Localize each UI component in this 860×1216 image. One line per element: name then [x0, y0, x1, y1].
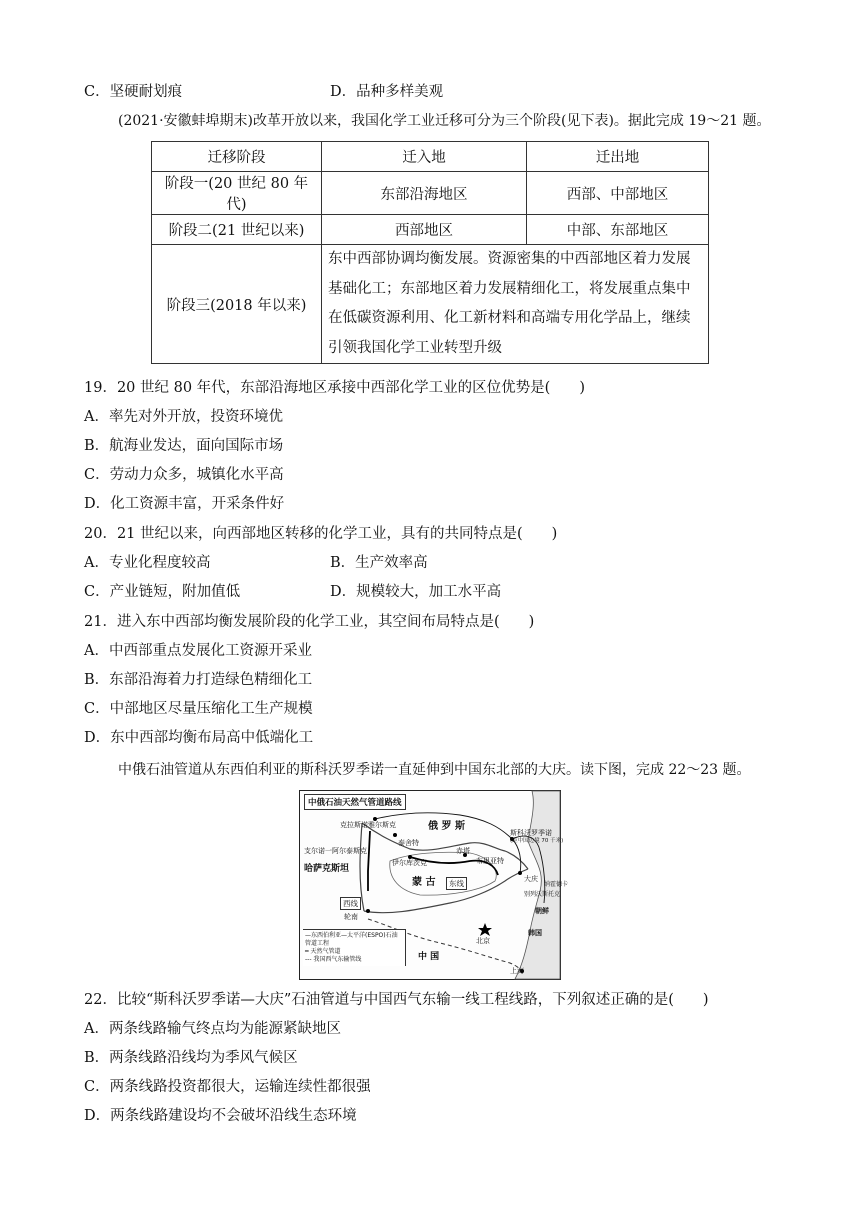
stage3-line: 引领我国化学工业转型升级 — [328, 339, 502, 356]
label-west-line: 西线 — [340, 897, 361, 910]
table-cell: 阶段一(20 世纪 80 年代) — [152, 172, 322, 215]
table-header-row — [152, 142, 709, 172]
q19-option-a: A．率先对外开放，投资环境优 — [84, 409, 283, 425]
table-cell: 阶段三(2018 年以来) — [152, 245, 322, 364]
map-legend — [303, 929, 406, 966]
q21-option-d: D．东中西部均衡布局高中低端化工 — [84, 730, 314, 746]
table-cell: 阶段二(21 世纪以来) — [152, 215, 322, 245]
city-krasnoyarsk: 克拉斯诺雅尔斯克 — [340, 821, 396, 829]
table-row — [152, 215, 709, 245]
table-header: 迁移阶段 — [152, 142, 322, 172]
q18-option-c: C．坚硬耐划痕 — [84, 84, 183, 100]
stage3-line: 基础化工；东部地区着力发展精细化工，将发展重点集中 — [328, 280, 691, 297]
q19-option-d: D．化工资源丰富，开采条件好 — [84, 496, 285, 512]
city-buryat: 布里亚特 — [476, 857, 504, 865]
legend-item: --- 我国西气东输管线 — [305, 956, 362, 963]
label-mongolia: 蒙 古 — [412, 877, 436, 888]
q18-option-d: D．品种多样美观 — [330, 84, 444, 100]
city-vostok: 别列沃斯托克 — [524, 891, 561, 898]
q21-option-b: B．东部沿海着力打造绿色精细化工 — [84, 672, 313, 688]
q20-option-a: A．专业化程度较高 — [84, 555, 211, 571]
q21-option-c: C．中部地区尽量压缩化工生产规模 — [84, 701, 313, 717]
city-taishet: 泰舍特 — [398, 839, 419, 847]
map-title: 中俄石油天然气管道路线 — [304, 794, 406, 810]
table-header: 迁出地 — [527, 142, 709, 172]
q20-stem: 20．21 世纪以来，向西部地区转移的化学工业，具有的共同特点是( ) — [84, 526, 558, 542]
label-north-korea: 朝鲜 — [535, 907, 549, 915]
q21-stem: 21．进入东中西部均衡发展阶段的化学工业，其空间布局特点是( ) — [84, 614, 535, 630]
table-row — [152, 172, 709, 215]
city-shanghai: 上海 — [510, 967, 524, 975]
q19-stem: 19．20 世纪 80 年代，东部沿海地区承接中西部化学工业的区位优势是( ) — [84, 380, 585, 396]
city-achinsk: 支尔诺一阿尔泰斯克 — [304, 847, 367, 855]
migration-table — [151, 141, 709, 364]
label-east-line: 东线 — [446, 877, 467, 890]
q22-option-d: D．两条线路建设均不会破坏沿线生态环境 — [84, 1108, 357, 1124]
label-russia: 俄 罗 斯 — [428, 821, 465, 832]
table-cell: 西部地区 — [322, 215, 527, 245]
q21-option-a: A．中西部重点发展化工资源开采业 — [84, 643, 312, 659]
table-cell: 西部、中部地区 — [527, 172, 709, 215]
city-beijing: 北京 — [476, 937, 490, 945]
table-cell: 东部沿海地区 — [322, 172, 527, 215]
city-daqing: 大庆 — [524, 875, 538, 883]
intro-22-23: 中俄石油管道从东西伯利亚的斯科沃罗季诺一直延伸到中国东北部的大庆。读下图，完成 22～23 题。 — [118, 762, 751, 778]
label-south-korea: 韩国 — [528, 929, 542, 937]
stage3-line: 在低碳资源利用、化工新材料和高端专用化学品上，继续 — [328, 310, 691, 326]
city-irkutsk: 伊尔库茨克 — [392, 859, 427, 867]
table-header: 迁入地 — [322, 142, 527, 172]
city-nakhodka: 纳霍德卡 — [544, 881, 569, 888]
city-lunnan: 轮南 — [344, 913, 358, 921]
table-cell-stage3-text — [322, 245, 709, 364]
label-china: 中 国 — [418, 952, 440, 962]
legend-item: —东西伯利亚—太平洋(ESPO)石油管道工程 — [305, 932, 398, 947]
stage3-line: 东中西部协调均衡发展。资源密集的中西部地区着力发展 — [328, 251, 691, 267]
pipeline-map — [299, 790, 569, 980]
q22-option-c: C．两条线路投资都很大，运输连续性都很强 — [84, 1079, 371, 1095]
q19-option-c: C．劳动力众多，城镇化水平高 — [84, 467, 284, 483]
q20-option-d: D．规模较大，加工水平高 — [330, 584, 502, 600]
q20-option-c: C．产业链短，附加值低 — [84, 584, 241, 600]
q20-option-b: B．生产效率高 — [330, 555, 428, 571]
table-row — [152, 245, 709, 364]
table-cell: 中部、东部地区 — [527, 215, 709, 245]
q22-option-a: A．两条线路输气终点均为能源紧缺地区 — [84, 1021, 341, 1037]
label-kazakhstan: 哈萨克斯坦 — [304, 864, 350, 874]
q19-option-b: B．航海业发达，面向国际市场 — [84, 438, 284, 454]
intro-19-21: (2021·安徽蚌埠期末)改革开放以来，我国化学工业迁移可分为三个阶段(见下表)。据此完成 19～21 题。 — [118, 113, 771, 129]
city-skovorodino: 斯科沃罗季诺 — [510, 829, 552, 837]
city-skovorodino-note: (距中国边境 70 千米) — [510, 838, 564, 844]
city-chita: 赤塔 — [456, 847, 470, 855]
q22-option-b: B．两条线路沿线均为季风气候区 — [84, 1050, 298, 1066]
legend-item: ━ 天然气管道 — [305, 948, 341, 955]
q22-stem: 22．比较“斯科沃罗季诺—大庆”石油管道与中国西气东输一线工程线路，下列叙述正确的是( ) — [84, 992, 709, 1008]
